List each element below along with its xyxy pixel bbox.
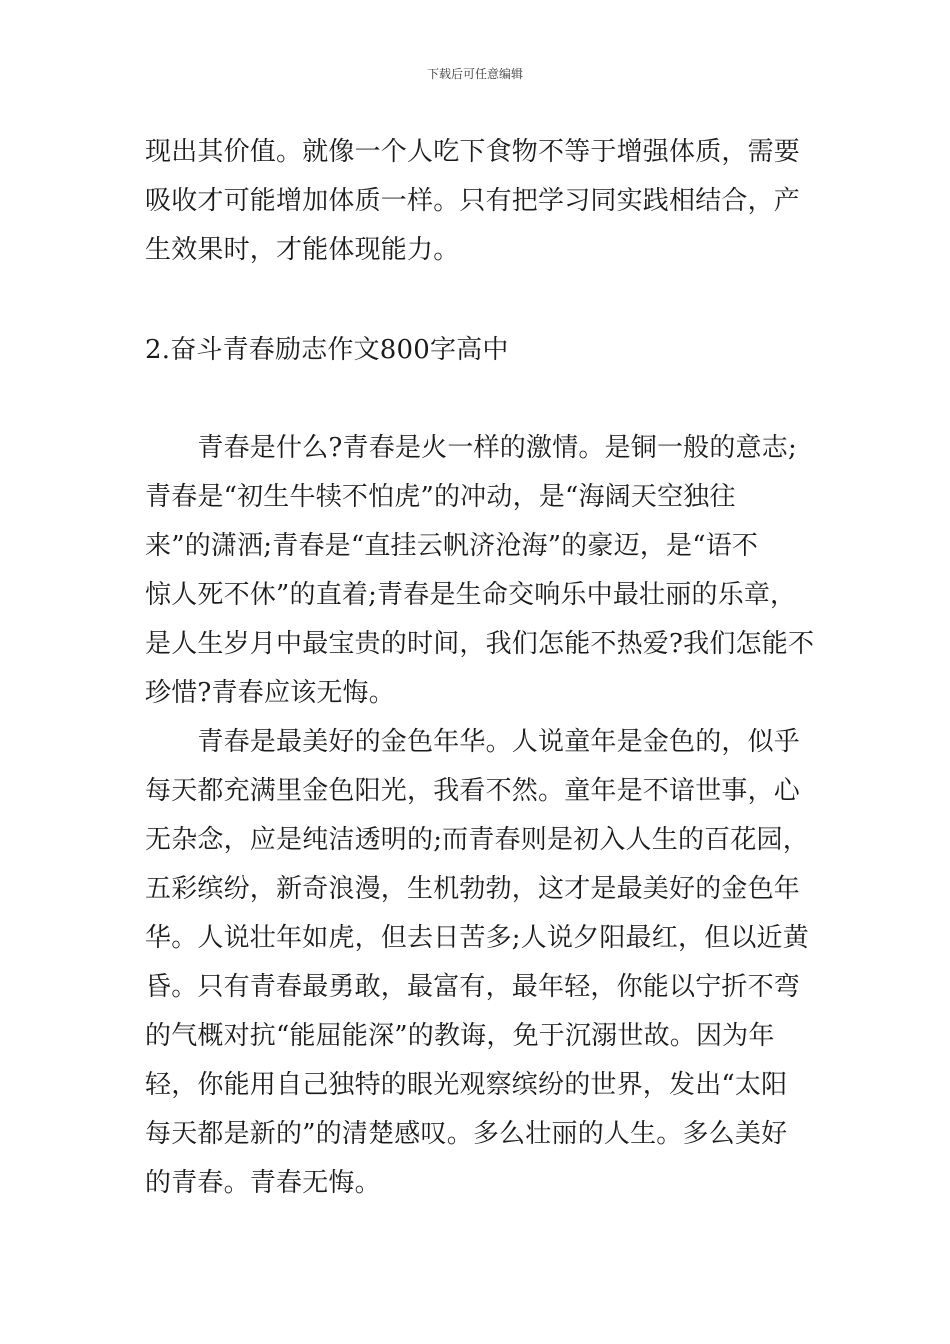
text-line: 来”的潇洒;青春是“直挂云帆济沧海”的豪迈，是“语不	[145, 531, 759, 561]
paragraph-continuation	[145, 128, 810, 275]
text-line: 生效果时，才能体现能力。	[145, 235, 460, 265]
text-line: 的气概对抗“能屈能深”的教诲，免于沉溺世故。因为年	[145, 1021, 775, 1051]
text-line: 现出其价值。就像一个人吃下食物不等于增强体质，需要	[145, 137, 801, 167]
text-line: 青春是“初生牛犊不怕虎”的冲动，是“海阔天空独往	[145, 482, 736, 512]
text-line: 珍惜?青春应该无悔。	[145, 678, 395, 708]
text-line: 青春是什么?青春是火一样的激情。是铜一般的意志;	[145, 433, 797, 463]
text-line: 无杂念，应是纯洁透明的;而青春则是初入人生的百花园，	[145, 825, 809, 855]
text-line: 华。人说壮年如虎，但去日苦多;人说夕阳最红，但以近黄	[145, 923, 809, 953]
header-note: 下载后可任意编辑	[426, 67, 523, 81]
text-line: 每天都是新的”的清楚感叹。多么壮丽的人生。多么美好	[145, 1119, 788, 1149]
section-heading	[145, 326, 810, 375]
section-heading-text: 2.奋斗青春励志作文800字高中	[145, 335, 509, 365]
text-line: 吸收才可能增加体质一样。只有把学习同实践相结合，产	[145, 186, 801, 216]
text-line: 青春是最美好的金色年华。人说童年是金色的，似乎	[145, 727, 801, 757]
text-line: 惊人死不休”的直着;青春是生命交响乐中最壮丽的乐章，	[145, 580, 797, 610]
text-line: 是人生岁月中最宝贵的时间，我们怎能不热爱?我们怎能不	[145, 629, 815, 659]
text-line: 的青春。青春无悔。	[145, 1168, 381, 1198]
text-line: 昏。只有青春最勇敢，最富有，最年轻，你能以宁折不弯	[145, 972, 801, 1002]
text-line: 轻，你能用自己独特的眼光观察缤纷的世界，发出“太阳	[145, 1070, 788, 1100]
text-line: 每天都充满里金色阳光，我看不然。童年是不谙世事，心	[145, 776, 801, 806]
essay-body	[145, 424, 815, 1208]
text-line: 五彩缤纷，新奇浪漫，生机勃勃，这才是最美好的金色年	[145, 874, 801, 904]
